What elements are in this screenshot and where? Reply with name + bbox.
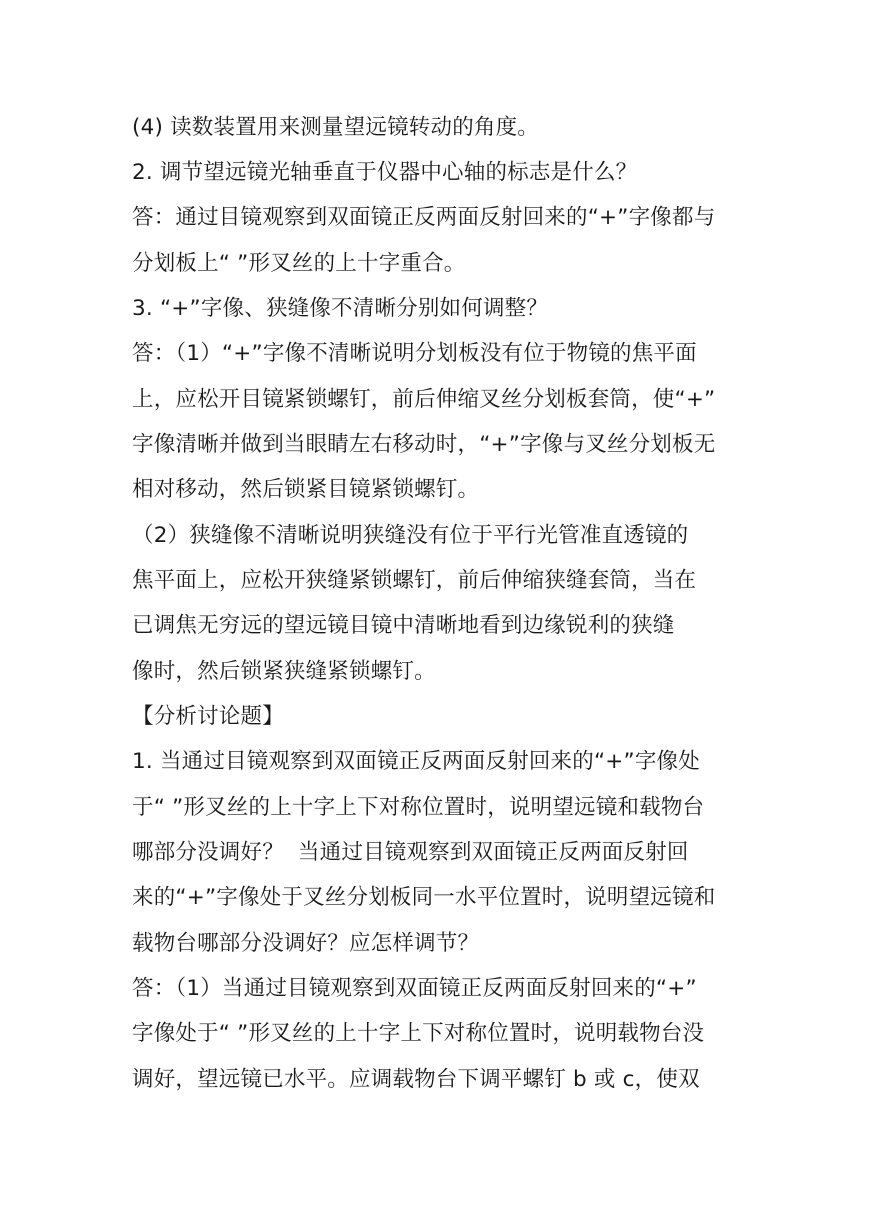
text-line: 字像处于“ ”形叉丝的上十字上下对称位置时，说明载物台没 — [132, 1021, 705, 1046]
text-line: 调好，望远镜已水平。应调载物台下调平螺钉 b 或 c，使双 — [132, 1067, 700, 1092]
text-line: (4) 读数装置用来测量望远镜转动的角度。 — [132, 115, 539, 140]
text-line: （2）狭缝像不清晰说明狭缝没有位于平行光管准直透镜的 — [132, 523, 689, 548]
text-line: 于“ ”形叉丝的上十字上下对称位置时，说明望远镜和载物台 — [132, 795, 705, 820]
text-line: 字像清晰并做到当眼睛左右移动时，“+”字像与叉丝分划板无 — [132, 432, 716, 457]
text-line: 答：（1）“+”字像不清晰说明分划板没有位于物镜的焦平面 — [132, 341, 697, 366]
text-line: 答：通过目镜观察到双面镜正反两面反射回来的“+”字像都与 — [132, 205, 716, 230]
text-line: 焦平面上，应松开狭缝紧锁螺钉，前后伸缩狭缝套筒，当在 — [132, 568, 697, 593]
text-line: 哪部分没调好？ 当通过目镜观察到双面镜正反两面反射回 — [132, 840, 689, 865]
text-line: 相对移动，然后锁紧目镜紧锁螺钉。 — [132, 477, 480, 502]
text-line: 上，应松开目镜紧锁螺钉，前后伸缩叉丝分划板套筒，使“+” — [132, 387, 716, 412]
text-line: 3. “+”字像、狭缝像不清晰分别如何调整？ — [132, 296, 549, 321]
text-line: 分划板上“ ”形叉丝的上十字重合。 — [132, 251, 466, 276]
text-line: 2. 调节望远镜光轴垂直于仪器中心轴的标志是什么？ — [132, 160, 638, 185]
text-line: 来的“+”字像处于叉丝分划板同一水平位置时，说明望远镜和 — [132, 885, 716, 910]
text-line: 1. 当通过目镜观察到双面镜正反两面反射回来的“+”字像处 — [132, 749, 700, 774]
section-heading: 【分析讨论题】 — [132, 704, 284, 729]
text-line: 已调焦无穷远的望远镜目镜中清晰地看到边缘锐利的狭缝 — [132, 613, 675, 638]
text-line: 像时，然后锁紧狭缝紧锁螺钉。 — [132, 659, 436, 684]
text-line: 答：（1）当通过目镜观察到双面镜正反两面反射回来的“+” — [132, 976, 697, 1001]
text-line: 载物台哪部分没调好？应怎样调节？ — [132, 931, 480, 956]
